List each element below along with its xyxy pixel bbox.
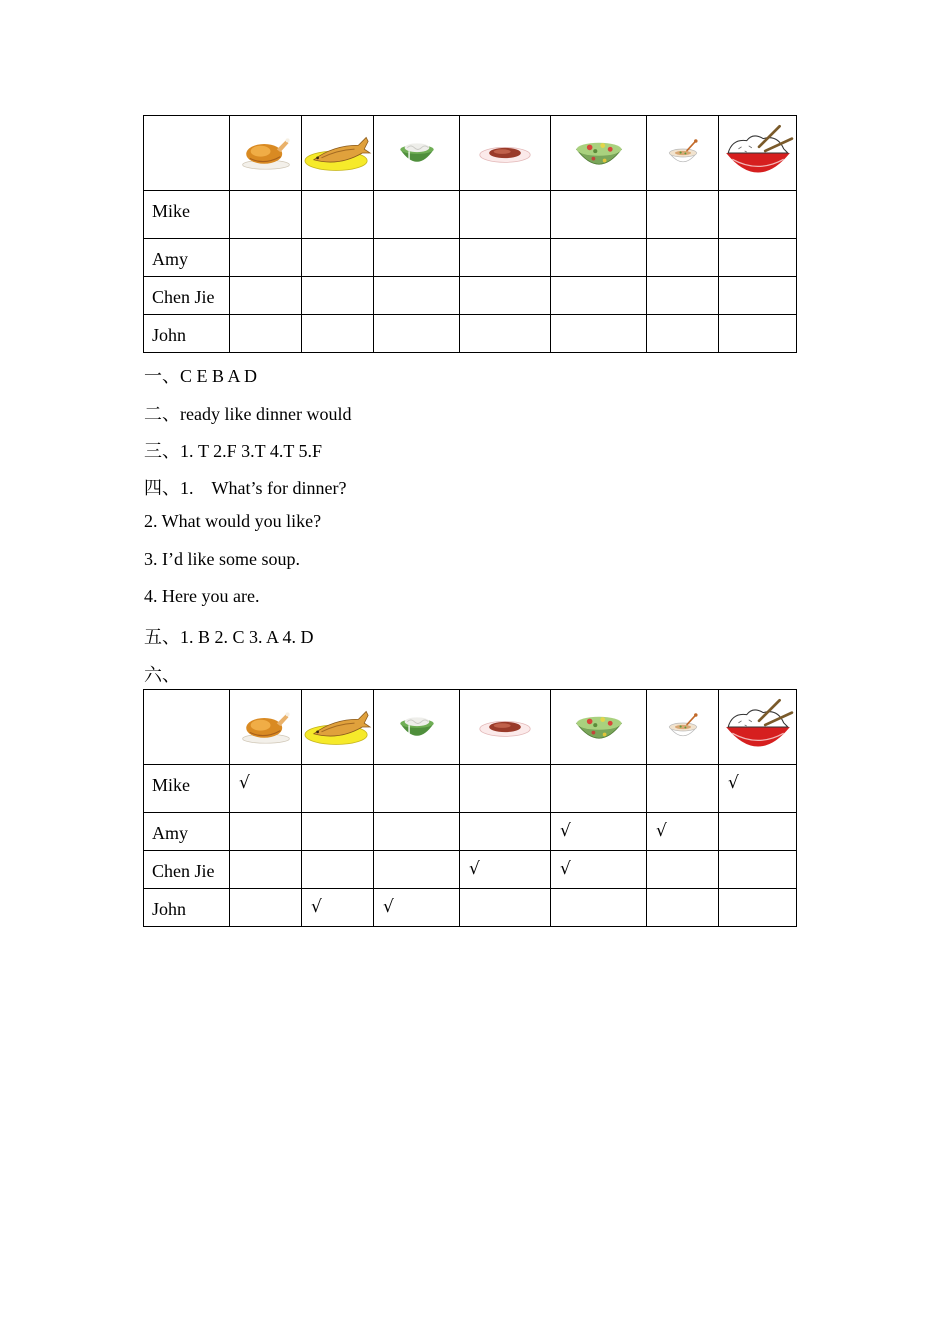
check-cell [460, 813, 551, 851]
check-cell [719, 851, 797, 889]
check-cell: √ [719, 765, 797, 813]
soup-icon [663, 136, 703, 170]
table-row [144, 239, 797, 277]
check-cell [719, 889, 797, 927]
answer-6-label: 六、 [144, 665, 180, 685]
salad-icon [571, 706, 627, 748]
name-cell: Chen Jie [144, 277, 230, 315]
name-cell: Chen Jie [144, 851, 230, 889]
fish-icon [304, 131, 372, 175]
corner-cell [144, 116, 230, 191]
roast-chicken-icon [239, 709, 293, 745]
answer-4-line-1: 四、1. What’s for dinner? [144, 478, 347, 498]
answer-5: 五、1. B 2. C 3. A 4. D [144, 627, 314, 647]
answer-3: 三、1. T 2.F 3.T 4.T 5.F [144, 441, 323, 461]
table-row [144, 851, 797, 889]
check-cell [230, 889, 302, 927]
answer-4-line-2: 2. What would you like? [144, 511, 322, 531]
check-cell: √ [647, 813, 719, 851]
check-cell [230, 813, 302, 851]
answer-1: 一、C E B A D [144, 366, 258, 386]
name-cell: Mike [144, 765, 230, 813]
answer-4-line-3: 3. I’d like some soup. [144, 549, 300, 569]
answer-2: 二、ready like dinner would [144, 404, 352, 424]
check-cell [302, 813, 374, 851]
fish-icon [304, 705, 372, 749]
check-cell [719, 813, 797, 851]
answer-4-line-4: 4. Here you are. [144, 586, 260, 606]
check-cell [647, 889, 719, 927]
food-header-row [144, 690, 797, 765]
check-cell: √ [551, 851, 647, 889]
soup-icon [663, 710, 703, 744]
check-cell [374, 813, 460, 851]
check-cell [374, 851, 460, 889]
table-row [144, 191, 797, 239]
check-cell [647, 765, 719, 813]
name-cell: Amy [144, 239, 230, 277]
food-survey-table [143, 115, 797, 353]
check-cell: √ [230, 765, 302, 813]
check-cell: √ [551, 813, 647, 851]
check-cell: √ [460, 851, 551, 889]
check-cell: √ [302, 889, 374, 927]
noodles-icon [395, 135, 439, 171]
roast-chicken-icon [239, 135, 293, 171]
check-cell [302, 765, 374, 813]
name-cell: Mike [144, 191, 230, 239]
rice-icon [722, 698, 794, 756]
noodles-icon [395, 709, 439, 745]
food-header-row [144, 116, 797, 191]
table-row [144, 813, 797, 851]
name-cell: Amy [144, 813, 230, 851]
check-cell: √ [374, 889, 460, 927]
check-cell [230, 851, 302, 889]
table-row [144, 765, 797, 813]
check-cell [460, 889, 551, 927]
check-cell [460, 765, 551, 813]
check-cell [302, 851, 374, 889]
check-cell [551, 889, 647, 927]
check-cell [551, 765, 647, 813]
table-row [144, 277, 797, 315]
beef-icon [477, 139, 533, 167]
table-row [144, 889, 797, 927]
beef-icon [477, 713, 533, 741]
corner-cell [144, 690, 230, 765]
check-cell [647, 851, 719, 889]
salad-icon [571, 132, 627, 174]
name-cell: John [144, 315, 230, 353]
name-cell: John [144, 889, 230, 927]
table-row [144, 315, 797, 353]
rice-icon [722, 124, 794, 182]
check-cell [374, 765, 460, 813]
answer-survey-table [143, 689, 797, 927]
